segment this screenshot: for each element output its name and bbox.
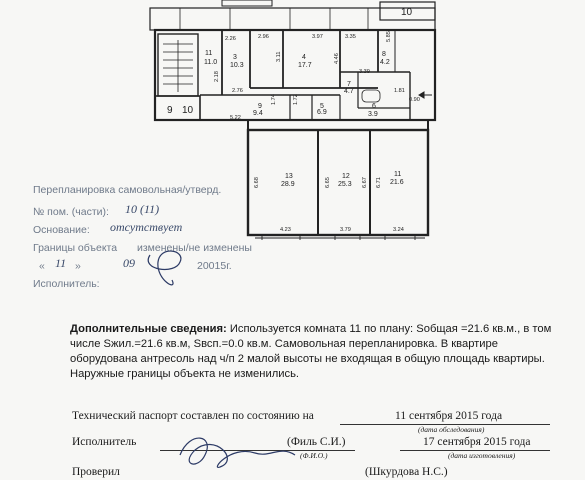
room-num: 11 [205, 50, 213, 57]
stamp-room-value: 10 (11) [125, 202, 160, 216]
stamp-basis-value: отсутствует [110, 220, 183, 234]
stamp-quote-close: » [75, 260, 81, 272]
stamp-line-4: Границы объекта [33, 242, 118, 254]
room-num: 8 [382, 51, 386, 58]
dimension: 4.23 [280, 227, 291, 233]
stamp-day: 11 [55, 256, 67, 270]
dimension: 2.18 [214, 71, 220, 82]
block-number: 9 [167, 105, 173, 116]
room-area: 21.6 [390, 179, 404, 186]
room-num: 6 [372, 103, 376, 110]
left-lower-block [155, 96, 200, 120]
room-num: 9 [258, 103, 262, 110]
redevelopment-stamp [25, 180, 252, 295]
room-num: 12 [342, 173, 350, 180]
stamp-year: 20015г. [197, 260, 232, 272]
room-num: 4 [302, 54, 306, 61]
made-date-caption: (дата изготовления) [448, 451, 516, 460]
block-number: 10 [401, 7, 413, 18]
top-wall-strip [150, 8, 435, 30]
checked-name: (Шкурдова Н.С.) [365, 466, 448, 478]
top-window-block [222, 0, 272, 6]
dimension: 3.11 [276, 51, 282, 62]
room-area: 6.9 [317, 109, 327, 116]
dimension: 6.65 [325, 177, 331, 188]
dimension: 3.39 [359, 69, 370, 75]
additional-info-label: Дополнительные сведения: [70, 323, 227, 335]
stamp-line-1: Перепланировка самовольная/утверд. [33, 184, 222, 196]
room-area: 11.0 [204, 59, 218, 66]
room-num: 13 [285, 173, 293, 180]
dimension: 3.35 [345, 34, 356, 40]
dimension: 5.85 [386, 31, 392, 42]
room-num: 7 [347, 81, 351, 88]
dimension: 3.24 [393, 227, 404, 233]
passport-date-caption: (дата обследования) [418, 425, 485, 434]
stamp-line-4-tail: изменены/не изменены [137, 242, 252, 254]
dimension: 4.46 [334, 53, 340, 64]
dimension: 3.97 [312, 34, 323, 40]
dimension: 6.67 [362, 177, 368, 188]
block-number: 10 [182, 105, 194, 116]
room-area: 10.3 [230, 62, 244, 69]
stamp-month: 09 [123, 256, 135, 270]
room-area: 17.7 [298, 62, 312, 69]
made-date: 17 сентября 2015 года [423, 436, 531, 448]
dimension: 3.79 [340, 227, 351, 233]
upper-floor-outline [155, 30, 435, 120]
stamp-line-2: № пом. (части): [33, 206, 109, 218]
dimension: 1.81 [394, 88, 405, 94]
room-area: 4.2 [380, 59, 390, 66]
stamp-quote-open: « [39, 260, 45, 272]
dimension: 2.76 [232, 88, 243, 94]
dimension: 5.22 [230, 115, 241, 121]
additional-info-text: Используется комната 11 по плану: Sобщая =21.6 кв.м., в том числе Sжил.=21.6 кв.м, Sвсп.=0.0 кв.м. Самовольная перепланировка. В квартире оборудована антресоль над ч/п 2 малой высоты не входящая в общую площадь квартиры. Наружные границы объекта не изменились. [70, 323, 552, 380]
executor-signature [160, 425, 350, 480]
passport-date: 11 сентября 2015 года [395, 410, 503, 422]
executor-name: (Филь С.И.) [287, 436, 346, 448]
dimension: 6.68 [254, 177, 260, 188]
dimension: 1.72 [293, 94, 299, 105]
stamp-line-6: Исполнитель: [33, 278, 100, 290]
additional-info [70, 322, 565, 382]
room-area: 28.9 [281, 181, 295, 188]
dimension: 1.74 [271, 94, 277, 105]
stamp-line-3: Основание: [33, 224, 90, 236]
dimension: 6.71 [376, 177, 382, 188]
room-area: 3.9 [368, 111, 378, 118]
checked-label: Проверил [72, 466, 120, 478]
executor-caption: (Ф.И.О.) [300, 451, 328, 460]
room-num: 3 [233, 54, 237, 61]
room-area: 9.4 [253, 110, 263, 117]
dimension: 0.90 [409, 97, 420, 103]
dimension: 2.26 [225, 36, 236, 42]
executor-label: Исполнитель [72, 436, 137, 448]
room-area: 4.7 [344, 88, 354, 95]
room-num: 11 [394, 171, 402, 178]
room-num: 5 [320, 103, 324, 110]
passport-label: Технический паспорт составлен по состоянию на [72, 410, 314, 422]
dimension: 2.96 [258, 34, 269, 40]
room-area: 25.3 [338, 181, 352, 188]
